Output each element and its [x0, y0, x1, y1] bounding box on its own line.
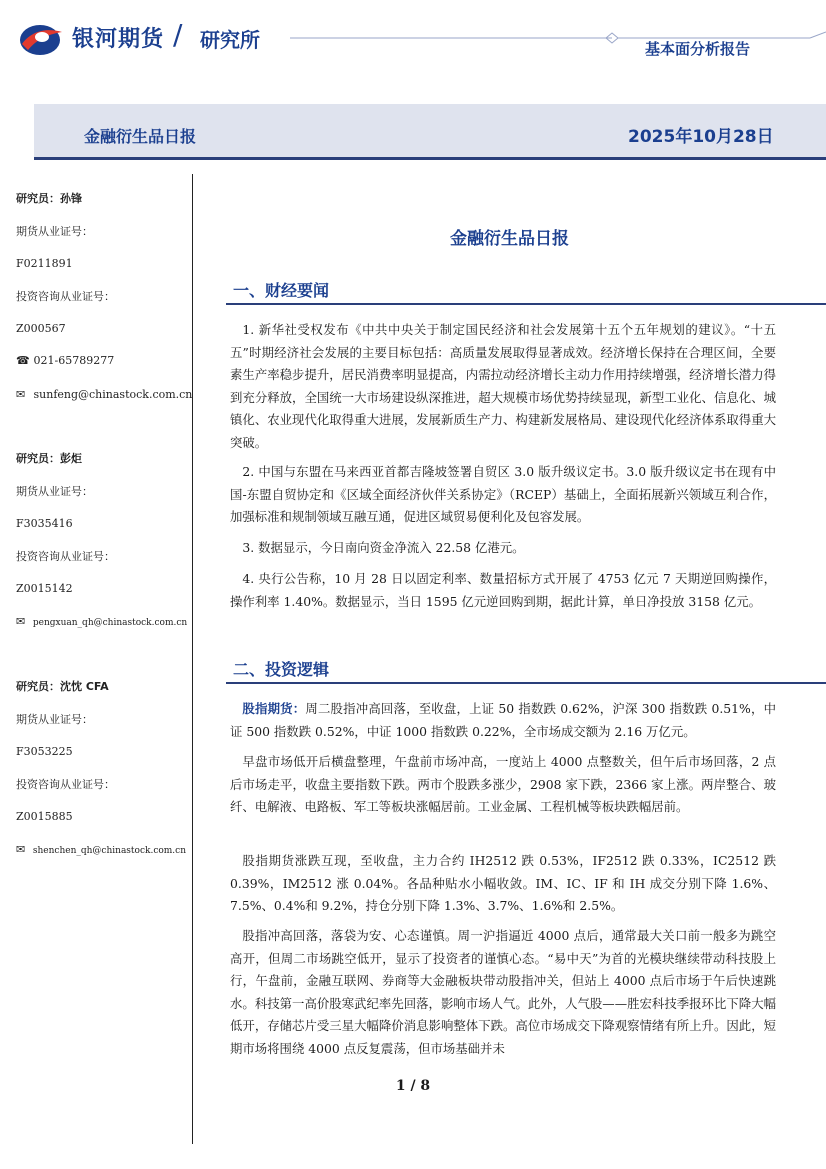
section-heading-news: 一、财经要闻: [233, 281, 330, 300]
section-heading-logic: 二、投资逻辑: [233, 660, 330, 679]
news-paragraph: 4. 央行公告称，10 月 28 日以固定利率、数量招标方式开展了 4753 亿元 7 天期逆回购操作，操作利率 1.40%。数据显示，当日 1595 亿元逆回购到期，据此计算，单日净投放 3158 亿元。: [230, 571, 776, 609]
analyst-name: 研究员：孙锋: [16, 192, 82, 205]
invest-license-label: 投资咨询从业证号：: [16, 290, 115, 303]
page-number: 1 / 8: [395, 1078, 431, 1094]
sidebar-divider: [192, 174, 193, 1144]
page-title: 金融衍生品日报: [450, 229, 569, 249]
report-type: 基本面分析报告: [645, 40, 751, 58]
futures-license-id: F0211891: [16, 257, 73, 270]
analyst-email[interactable]: ✉ pengxuan_qh@chinastock.com.cn: [16, 615, 188, 628]
department-name: 研究所: [200, 28, 260, 52]
analyst-name: 研究员：彭炬: [16, 452, 82, 465]
invest-license-label: 投资咨询从业证号：: [16, 778, 115, 791]
news-paragraph: 1. 新华社受权发布《中共中央关于制定国民经济和社会发展第十五个五年规划的建议》。“十五五”时期经济社会发展的主要目标包括：高质量发展取得显著成效。经济增长保持在合理区间，全要素生产率稳步提升，居民消费率明显提高，内需拉动经济增长主动力作用持续增强，经济增长潜力得到充分释放，全国统一大市场建设纵深推进，超大规模市场优势持续显现，新型工业化、信息化、城镇化、农业现代化取得重大进展，发展新质生产力、构建新发展格局、建设现代化经济体系取得重大突破。: [230, 322, 776, 450]
email-icon: ✉: [16, 843, 26, 856]
futures-license-label: 期货从业证号：: [16, 713, 93, 726]
paragraph-lead: 股指期货：: [242, 701, 306, 716]
logic-paragraph: 股指期货涨跌互现，至收盘，主力合约 IH2512 跌 0.53%，IF2512 跌 0.33%，IC2512 跌 0.39%，IM2512 涨 0.04%。各品种贴水小幅收敛。IM、IC、IF 和 IH 成交分别下降 1.6%、7.5%、0.4%和 9.2%，持仓分别下降 1.3%、3.7%、1.6%和 2.5%。: [230, 853, 776, 914]
invest-license-id: Z0015885: [16, 810, 73, 823]
logic-paragraph: 股指冲高回落，落袋为安、心态谨慎。周一沪指逼近 4000 点后，通常最大关口前一般多为跳空高开，但周二市场跳空低开，显示了投资者的谨慎心态。“易中天”为首的光模块继续带动科技股上行，午盘前，金融互联网、券商等大金融板块带动股指冲关，但站上 4000 点后市场于午后快速跳水。科技第一高价股寒武纪率先回落，影响市场人气。此外，人气股——胜宏科技季报环比下降大幅低开，存储芯片受三星大幅降价消息影响整体下跌。高位市场成交下降观察情绪有所上升。因此，短期市场将围绕 4000 点反复震荡，但市场基础并未: [230, 928, 776, 1056]
analyst-name: 研究员：沈忱 CFA: [16, 680, 109, 693]
analyst-phone: ☎ 021-65789277: [16, 354, 115, 367]
phone-icon: ☎: [16, 354, 30, 367]
futures-license-label: 期货从业证号：: [16, 225, 93, 238]
section-underline: [226, 682, 826, 684]
section-underline: [226, 303, 826, 305]
news-paragraph: 3. 数据显示，今日南向资金净流入 22.58 亿港元。: [242, 540, 525, 555]
company-name: 银河期货: [72, 27, 165, 52]
logo-slash: /: [173, 18, 183, 51]
invest-license-label: 投资咨询从业证号：: [16, 550, 115, 563]
futures-license-label: 期货从业证号：: [16, 485, 93, 498]
logic-paragraph: 股指期货：周二股指冲高回落，至收盘，上证 50 指数跌 0.62%，沪深 300 指数跌 0.51%，中证 500 指数跌 0.52%，中证 1000 指数跌 0.22%，全市场成交额为 2.16 万亿元。: [230, 701, 776, 739]
futures-license-id: F3035416: [16, 517, 73, 530]
futures-license-id: F3053225: [16, 745, 73, 758]
invest-license-id: Z000567: [16, 322, 66, 335]
logic-paragraph: 早盘市场低开后横盘整理，午盘前市场冲高，一度站上 4000 点整数关，但午后市场回落，2 点后市场走平，收盘主要指数下跌。两市个股跌多涨少，2908 家下跌，2366 家上涨。两岸整合、玻纤、电解液、电路板、军工等板块涨幅居前。工业金属、工程机械等板块跌幅居前。: [230, 754, 776, 815]
email-icon: ✉: [16, 388, 26, 401]
report-date: 2025年10月28日: [628, 127, 774, 147]
email-icon: ✉: [16, 615, 26, 628]
analyst-email[interactable]: ✉ sunfeng@chinastock.com.cn: [16, 388, 193, 401]
news-paragraph: 2. 中国与东盟在马来西亚首都吉隆坡签署自贸区 3.0 版升级议定书。3.0 版升级议定书在现有中国-东盟自贸协定和《区域全面经济伙伴关系协定》（RCEP）基础上，全面拓展新兴领域互利合作，加强标准和规制领域互融互通，促进区域贸易便利化及包容发展。: [230, 464, 776, 525]
invest-license-id: Z0015142: [16, 582, 73, 595]
banner-title: 金融衍生品日报: [84, 127, 197, 146]
analyst-email[interactable]: ✉ shenchen_qh@chinastock.com.cn: [16, 843, 187, 856]
